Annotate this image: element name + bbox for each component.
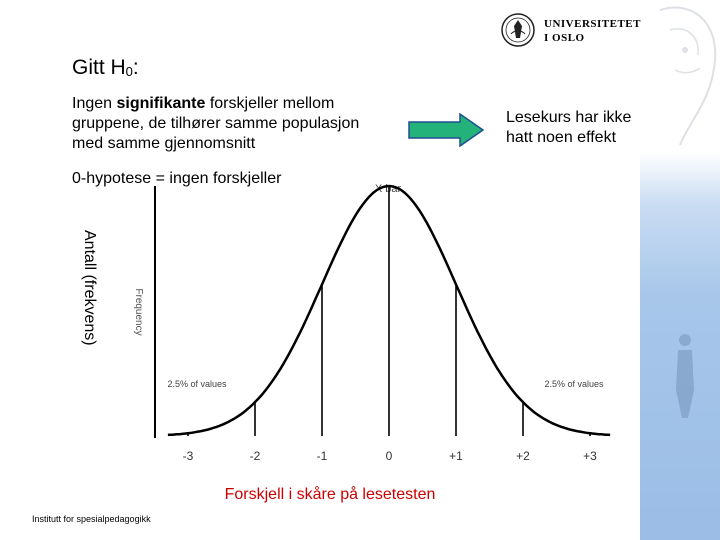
annotation-left: 2.5% of values <box>167 379 227 389</box>
footer-institute: Institutt for spesialpedagogikk <box>32 514 151 524</box>
title-subscript: 0 <box>125 64 133 79</box>
conclusion-text: Lesekurs har ikke hatt noen effekt <box>506 109 632 146</box>
x-tick-label: -3 <box>182 449 194 463</box>
x-tick-label: +3 <box>583 449 597 463</box>
desc-pre: Ingen <box>72 95 117 112</box>
chart-title: X bar <box>374 183 402 195</box>
x-tick-label: +1 <box>449 449 463 463</box>
x-tick-label: 0 <box>385 449 393 463</box>
logo-line1: UNIVERSITETET <box>544 18 641 30</box>
x-tick-label: -2 <box>249 449 261 463</box>
annotation-right: 2.5% of values <box>544 379 604 389</box>
desc-bold: signifikante <box>116 95 206 112</box>
null-hypothesis-text: 0-hypotese = ingen forskjeller <box>72 170 282 187</box>
chart-ylabel: Frequency <box>133 288 144 336</box>
logo-line2: I OSLO <box>544 32 585 44</box>
x-tick-label: +2 <box>516 449 530 463</box>
y-axis-label: Antall (frekvens) <box>81 230 98 346</box>
x-axis-label: Forskjell i skåre på lesetesten <box>224 486 436 503</box>
title-end: : <box>132 56 139 79</box>
title-main: Gitt H <box>72 56 126 79</box>
desc-post: forskjeller mellom gruppene, de tilhører samme populasjon med samme gjennomsnitt <box>72 95 360 152</box>
x-tick-label: -1 <box>316 449 328 463</box>
